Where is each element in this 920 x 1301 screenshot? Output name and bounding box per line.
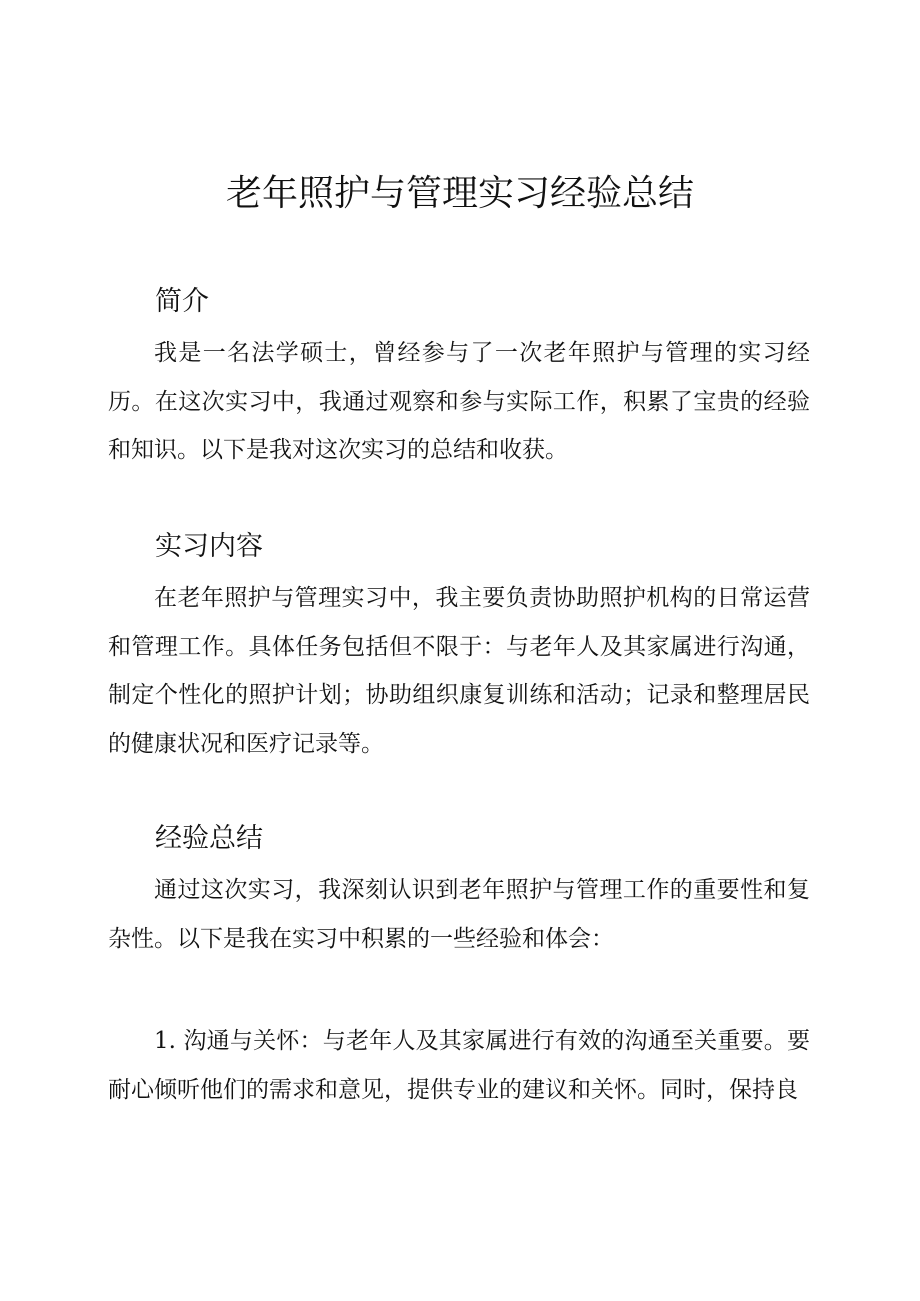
section-heading-summary: 经验总结: [155, 823, 263, 854]
document-title: 老年照护与管理实习经验总结: [225, 173, 694, 214]
section-heading-intro: 简介: [155, 286, 209, 317]
summary-list-item-1: 1. 沟通与关怀：与老年人及其家属进行有效的沟通至关重要。要耐心倾听他们的需求和意见，提供专业的建议和关怀。同时，保持良: [108, 1028, 810, 1103]
intro-paragraph: 我是一名法学硕士，曾经参与了一次老年照护与管理的实习经历。在这次实习中，我通过观察和参与实际工作，积累了宝贵的经验和知识。以下是我对这次实习的总结和收获。: [108, 340, 810, 463]
summary-paragraph: 通过这次实习，我深刻认识到老年照护与管理工作的重要性和复杂性。以下是我在实习中积累的一些经验和体会：: [108, 877, 810, 952]
content-paragraph: 在老年照护与管理实习中，我主要负责协助照护机构的日常运营和管理工作。具体任务包括但不限于：与老年人及其家属进行沟通，制定个性化的照护计划；协助组织康复训练和活动；记录和整理居民的健康状况和医疗记录等。: [108, 585, 810, 757]
section-heading-content: 实习内容: [155, 531, 263, 562]
